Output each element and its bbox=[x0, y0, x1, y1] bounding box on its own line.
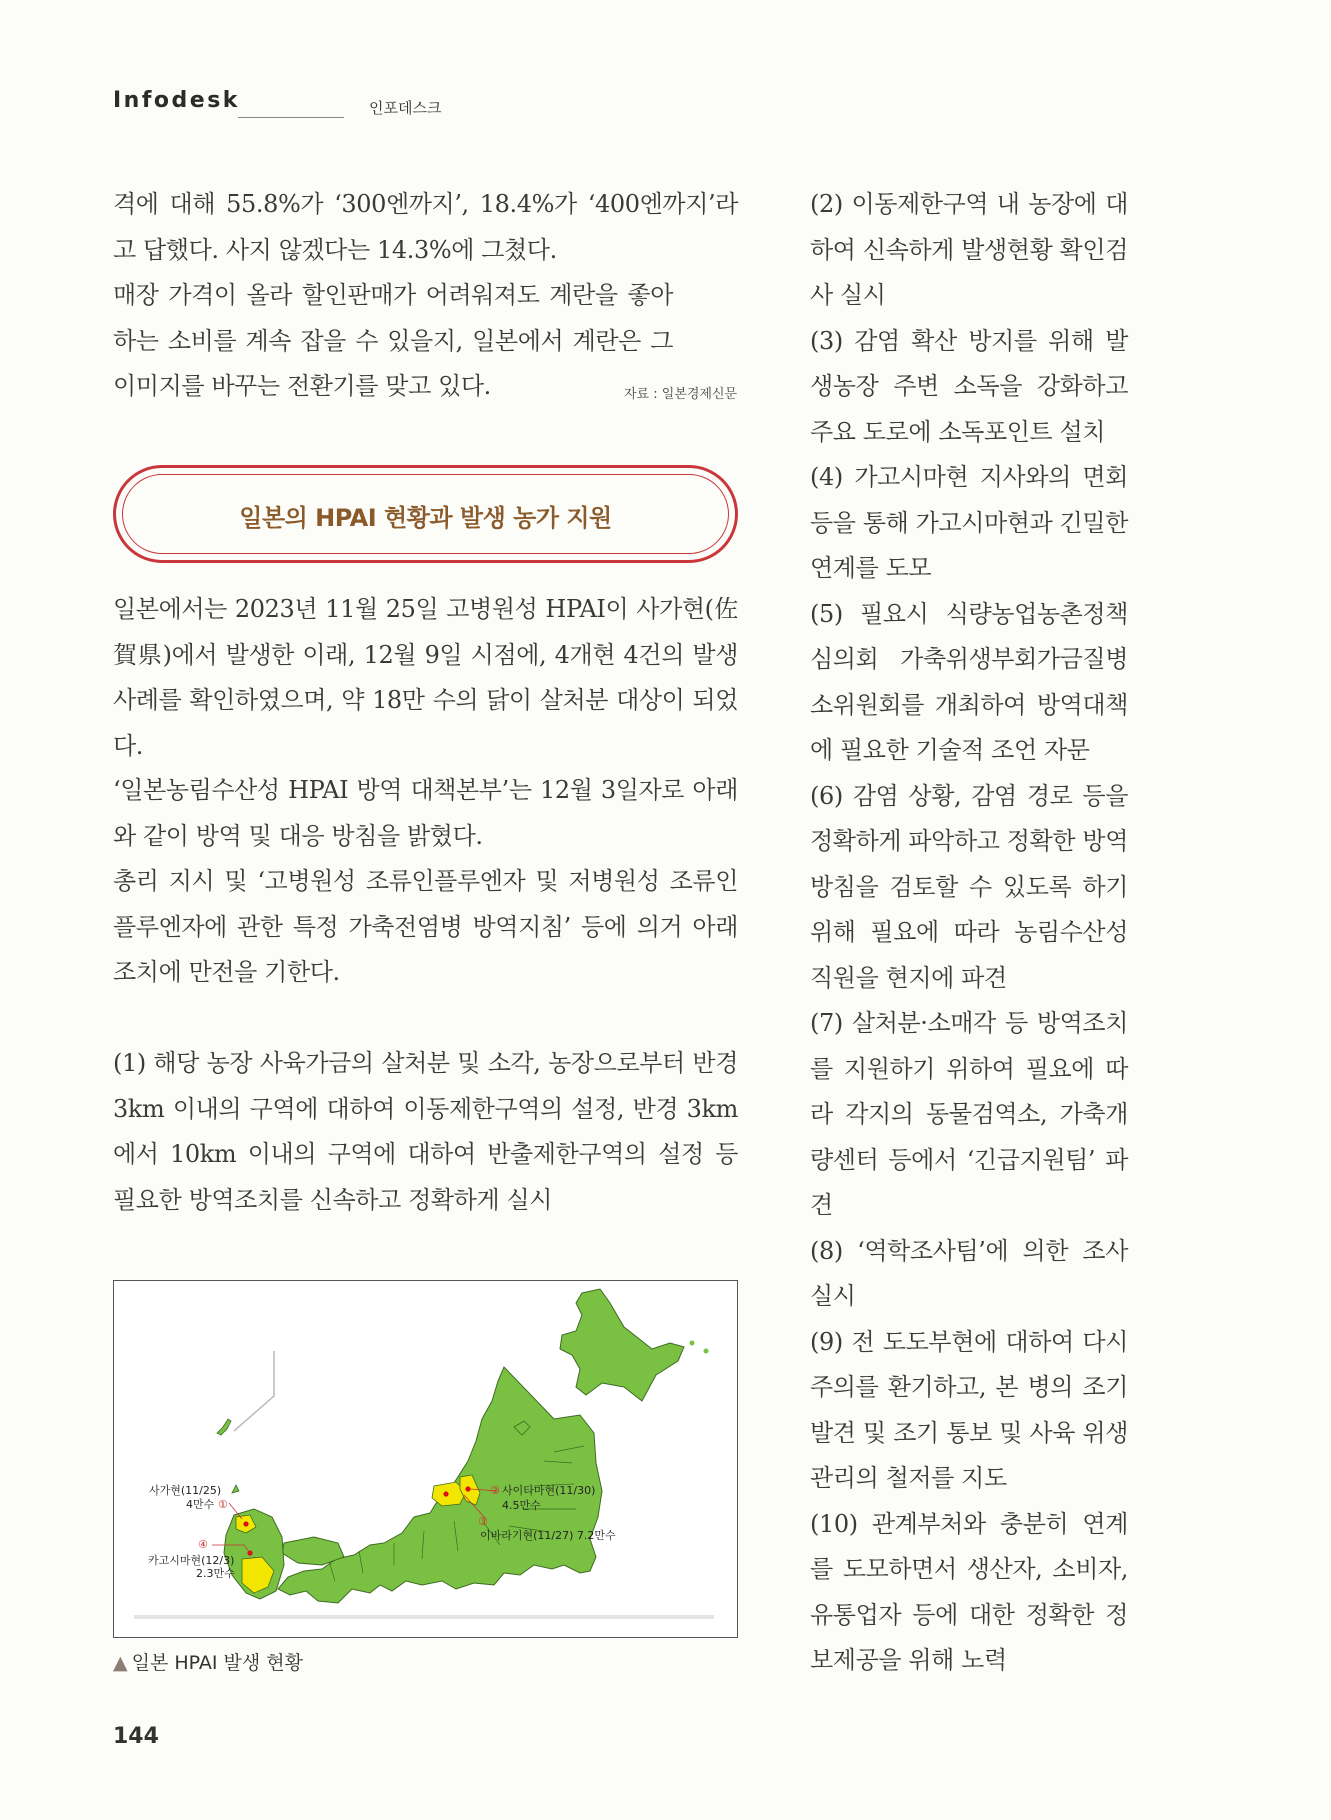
kuril-island bbox=[704, 1349, 709, 1354]
paragraph-2a: ‘일본농림수산성 HPAI 방역 대책본부’는 12월 3일자로 아래와 같이 방역 및 대응 방침을 밝혔다. bbox=[113, 776, 738, 850]
list-item: (9) 전 도도부현에 대하여 다시 주의를 환기하고, 본 병의 조기발견 및 조기 통보 및 사육 위생 관리의 철저를 지도 bbox=[810, 1327, 1128, 1492]
ibaraki-marker bbox=[465, 1486, 470, 1491]
list-item: (5) 필요시 식량농업농촌정책심의회 가축위생부회가금질병소위원회를 개최하여 방역대책에 필요한 기술적 조언 자문 bbox=[810, 599, 1128, 764]
body-paragraph-2 bbox=[113, 768, 738, 996]
kagoshima-label: 카고시마현(12/3) bbox=[148, 1554, 235, 1567]
intro-paragraph-1: 격에 대해 55.8%가 ‘300엔까지’, 18.4%가 ‘400엔까지’라고 답했다. 사지 않겠다는 14.3%에 그쳤다. bbox=[113, 190, 738, 264]
list-item: (8) ‘역학조사팀’에 의한 조사실시 bbox=[810, 1236, 1128, 1310]
paragraph-3: (1) 해당 농장 사육가금의 살처분 및 소각, 농장으로부터 반경 3km 이내의 구역에 대하여 이동제한구역의 설정, 반경 3km에서 10km 이내의 구역에 대하여 반출제한구역의 설정 등 필요한 방역조치를 신속하고 정확하게 실시 bbox=[113, 1049, 738, 1214]
saga-marker bbox=[243, 1521, 248, 1526]
shikoku bbox=[282, 1537, 344, 1565]
saga-number: ① bbox=[218, 1498, 228, 1511]
body-paragraph-3 bbox=[113, 1041, 738, 1223]
source-note: 자료 : 일본경제신문 bbox=[624, 387, 738, 402]
list-item: (10) 관계부처와 충분히 연계를 도모하면서 생산자, 소비자, 유통업자 등에 대한 정확한 정보제공을 위해 노력 bbox=[810, 1509, 1128, 1674]
saitama-marker bbox=[443, 1491, 448, 1496]
intro-text bbox=[113, 182, 738, 410]
body-paragraph-1 bbox=[113, 587, 738, 769]
banner-title: 일본의 HPAI 현황과 발생 농가 지원 bbox=[239, 504, 612, 532]
kagoshima-number: ④ bbox=[198, 1538, 208, 1551]
figure-caption bbox=[113, 1648, 303, 1675]
list-item: (2) 이동제한구역 내 농장에 대하여 신속하게 발생현황 확인검사 실시 bbox=[810, 190, 1128, 309]
tsushima-island bbox=[232, 1485, 239, 1493]
section-name: 인포데스크 bbox=[369, 99, 442, 117]
page-number: 144 bbox=[113, 1724, 159, 1749]
ibaraki-label: 이바라기현(11/27) 7.2만수 bbox=[480, 1529, 616, 1542]
saitama-number: ② bbox=[490, 1484, 500, 1497]
okinawa-island bbox=[217, 1419, 231, 1435]
saga-count-label: 4만수 bbox=[186, 1498, 215, 1511]
list-item: (6) 감염 상황, 감염 경로 등을 정확하게 파악하고 정확한 방역 방침을 검토할 수 있도록 하기 위해 필요에 따라 농림수산성 직원을 현지에 파견 bbox=[810, 781, 1128, 992]
japan-map-svg bbox=[114, 1281, 737, 1637]
list-item: (4) 가고시마현 지사와의 면회 등을 통해 가고시마현과 긴밀한 연계를 도모 bbox=[810, 463, 1128, 582]
brand-logo: Infodesk bbox=[113, 88, 240, 113]
kuril-island bbox=[690, 1341, 695, 1346]
okinawa-inset-line bbox=[234, 1351, 274, 1431]
caption-text: 일본 HPAI 발생 현황 bbox=[131, 1652, 303, 1674]
ibaraki-number: ③ bbox=[478, 1515, 488, 1528]
paragraph-2b: 총리 지시 및 ‘고병원성 조류인플루엔자 및 저병원성 조류인플루엔자에 관한 특정 가축전염병 방역지침’ 등에 의거 아래 조치에 만전을 기한다. bbox=[113, 867, 738, 986]
saitama-label: 사이타마현(11/30) bbox=[502, 1484, 596, 1497]
list-item: (7) 살처분·소매각 등 방역조치를 지원하기 위하여 필요에 따라 각지의 동물검역소, 가축개량센터 등에서 ‘긴급지원팀’ 파견 bbox=[810, 1009, 1128, 1219]
triangle-icon: ▲ bbox=[113, 1652, 128, 1674]
list-item: (3) 감염 확산 방지를 위해 발생농장 주변 소독을 강화하고 주요 도로에 소독포인트 설치 bbox=[810, 326, 1128, 446]
header-rule bbox=[238, 117, 344, 118]
intro-paragraph-2: 매장 가격이 올라 할인판매가 어려워져도 계란을 좋아하는 소비를 계속 잡을 수 있을지, 일본에서 계란은 그 이미지를 바꾸는 전환기를 맞고 있다. bbox=[113, 281, 673, 400]
kagoshima-count-label: 2.3만수 bbox=[196, 1567, 235, 1580]
hokkaido bbox=[560, 1289, 684, 1401]
japan-hpai-map bbox=[113, 1280, 738, 1638]
header bbox=[113, 88, 240, 113]
measures-list bbox=[810, 182, 1128, 1684]
section-banner bbox=[113, 465, 738, 563]
paragraph-1: 일본에서는 2023년 11월 25일 고병원성 HPAI이 사가현(佐賀県)에서 발생한 이래, 12월 9일 시점에, 4개현 4건의 발생사례를 확인하였으며, 약 18만 수의 닭이 살처분 대상이 되었다. bbox=[113, 595, 738, 760]
saga-label: 사가현(11/25) bbox=[149, 1484, 222, 1497]
saitama-count-label: 4.5만수 bbox=[502, 1499, 541, 1512]
